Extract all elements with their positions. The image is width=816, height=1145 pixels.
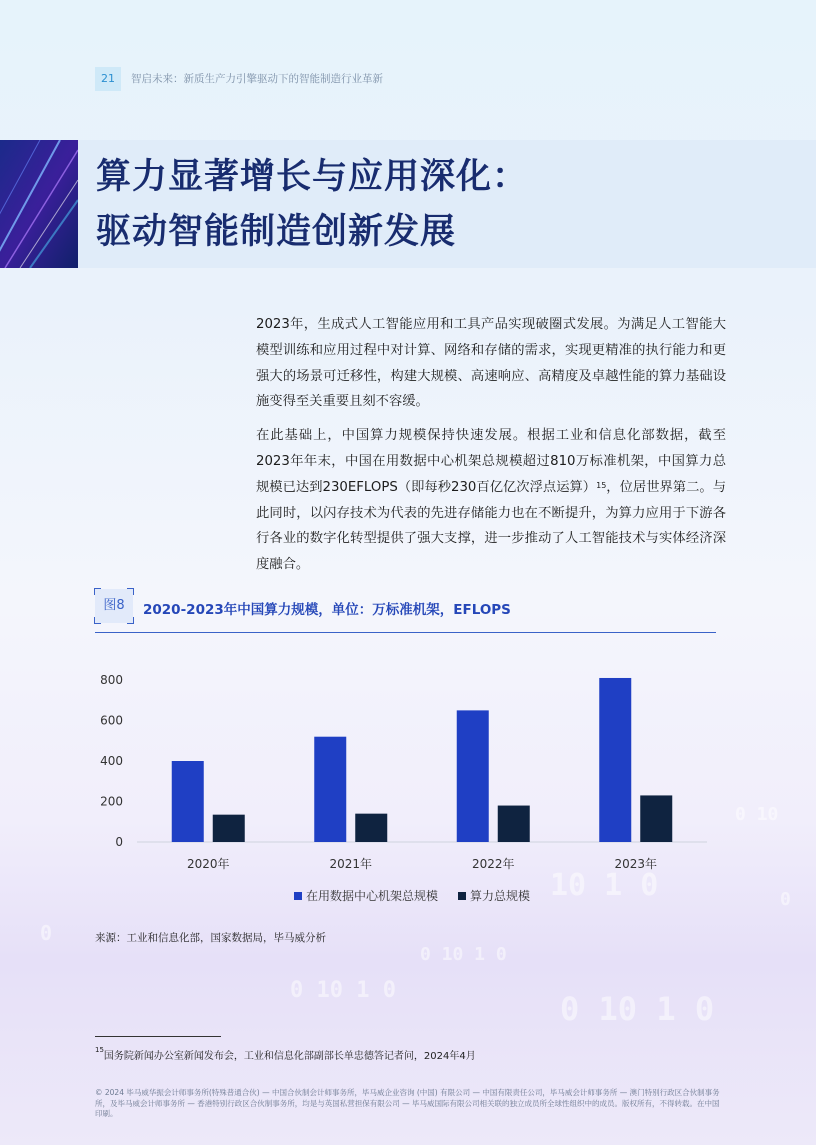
y-tick-label: 400 [100, 754, 123, 768]
bar [640, 795, 672, 842]
bar [457, 710, 489, 842]
paragraph [256, 423, 726, 578]
running-title: 智启未来：新质生产力引擎驱动下的智能制造行业革新 [131, 73, 383, 85]
tech-light-streak-image [0, 140, 78, 268]
figure-divider [95, 632, 716, 633]
x-tick-label: 2023年 [614, 857, 658, 871]
y-tick-label: 800 [100, 673, 123, 687]
footnote [95, 1047, 476, 1062]
figure-title: 2020-2023年中国算力规模，单位：万标准机架，EFLOPS [143, 602, 511, 618]
svg-text:0: 0 [40, 921, 53, 945]
bar-chart [95, 660, 720, 920]
section-title-line-1: 算力显著增长与应用深化： [96, 157, 529, 197]
svg-text:0 10: 0 10 [735, 804, 779, 825]
footnote-text: 国务院新闻办公室新闻发布会，工业和信息化部副部长单忠德答记者问，2024年4月 [103, 1051, 476, 1062]
footnote-ref: 15 [596, 480, 607, 490]
y-tick-label: 600 [100, 713, 123, 728]
bar [172, 761, 204, 842]
legend-label: 算力总规模 [470, 889, 531, 903]
svg-text:0 10 1 0: 0 10 1 0 [560, 990, 715, 1028]
paragraph-text: 在此基础上，中国算力规模保持快速发展。根据工业和信息化部数据，截至2023年年末，中国在用数据中心机架总规模超过810万标准机架，中国算力总规模已达到230EFLOPS（即每秒230百亿亿次浮点运算） [256, 428, 726, 495]
svg-text:10 1 0: 10 1 0 [550, 868, 659, 903]
bar [355, 814, 387, 842]
x-tick-label: 2020年 [186, 857, 230, 871]
y-tick-label: 0 [115, 835, 123, 849]
figure-tag [95, 589, 133, 623]
figure-source: 来源：工业和信息化部，国家数据局，毕马威分析 [95, 932, 326, 944]
bar [498, 806, 530, 842]
legend-swatch [458, 892, 466, 900]
legend-label: 在用数据中心机架总规模 [306, 889, 439, 903]
footnote-number: 15 [95, 1046, 104, 1054]
bar [314, 737, 346, 842]
page-number: 21 [95, 67, 121, 91]
paragraph: 2023年，生成式人工智能应用和工具产品实现破圈式发展。为满足人工智能大模型训练和应用过程中对计算、网络和存储的需求，实现更精准的执行能力和更强大的场景可迁移性，构建大规模、高速响应、高精度及卓越性能的算力基础设施变得至关重要且刻不容缓。 [256, 317, 726, 410]
bar [213, 815, 245, 842]
footnote-divider [95, 1036, 221, 1037]
bar [599, 678, 631, 842]
figure-tag-label: 图8 [103, 598, 125, 613]
body-text [256, 312, 726, 586]
svg-text:0: 0 [780, 889, 791, 910]
x-tick-label: 2022年 [471, 857, 515, 871]
y-tick-label: 200 [100, 794, 123, 809]
section-title-line-2: 驱动智能制造创新发展 [96, 212, 457, 252]
svg-text:0 10 1 0: 0 10 1 0 [420, 944, 507, 965]
legend-swatch [294, 892, 302, 900]
section-title [96, 150, 528, 260]
copyright-notice: © 2024 毕马威华振会计师事务所(特殊普通合伙) — 中国合伙制会计师事务所，毕马威企业咨询 (中国) 有限公司 — 中国有限责任公司，毕马威会计师事务所 — 澳门特别行政区合伙制事务所，及毕马威会计师事务所 — 香港特别行政区合伙制事务所，均是与英国私营担保有限公司 — 毕马威国际有限公司相关联的独立成员所全球性组织中的成员。版权所有，不得转载。在中国印刷。 [95, 1088, 720, 1118]
paragraph-text: ，位居世界第二。与此同时，以闪存技术为代表的先进存储能力也在不断提升，为算力应用于下游各行各业的数字化转型提供了强大支撑，进一步推动了人工智能技术与实体经济深度融合。 [256, 479, 727, 573]
svg-text:0 10 1 0: 0 10 1 0 [290, 978, 396, 1003]
x-tick-label: 2021年 [329, 857, 373, 871]
